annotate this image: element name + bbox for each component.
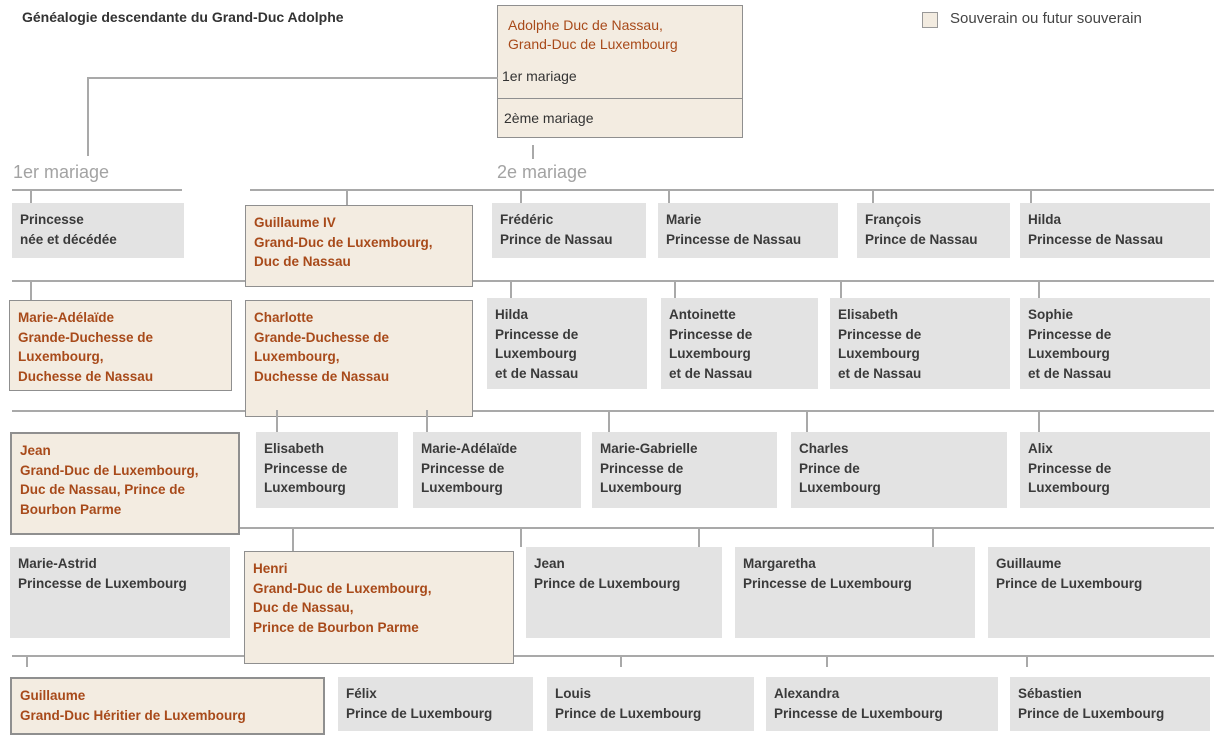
person-box-sovereign: Jean Grand-Duc de Luxembourg, Duc de Nassau, Prince de Bourbon Parme bbox=[10, 432, 240, 535]
tick bbox=[826, 655, 828, 667]
person-box: François Prince de Nassau bbox=[857, 203, 1010, 258]
tick bbox=[608, 410, 610, 432]
person-box: Louis Prince de Luxembourg bbox=[547, 677, 754, 731]
root-separator bbox=[498, 98, 742, 99]
tick bbox=[276, 410, 278, 432]
tick bbox=[872, 189, 874, 203]
second-marriage-label: 2e mariage bbox=[497, 162, 588, 182]
tick bbox=[292, 527, 294, 551]
gen5-line bbox=[12, 655, 1214, 657]
tick bbox=[674, 280, 676, 298]
person-box: Jean Prince de Luxembourg bbox=[526, 547, 722, 638]
person-box: Elisabeth Princesse de Luxembourg bbox=[256, 432, 398, 508]
tick bbox=[520, 527, 522, 547]
person-box: Charles Prince de Luxembourg bbox=[791, 432, 1007, 508]
tick bbox=[510, 280, 512, 298]
chart-title: Généalogie descendante du Grand-Duc Adolphe bbox=[22, 9, 344, 25]
gen1-line-left bbox=[12, 189, 182, 191]
tick bbox=[346, 189, 348, 205]
person-box: Alix Princesse de Luxembourg bbox=[1020, 432, 1210, 508]
gen3-line bbox=[12, 410, 1214, 412]
root-person-adolphe bbox=[497, 5, 743, 138]
root-marriage-1: 1er mariage bbox=[502, 68, 577, 84]
tick bbox=[1026, 655, 1028, 667]
legend-label: Souverain ou futur souverain bbox=[950, 10, 1142, 27]
person-box: Margaretha Princesse de Luxembourg bbox=[735, 547, 975, 638]
root-name: Adolphe Duc de Nassau, Grand-Duc de Luxembourg bbox=[508, 17, 678, 52]
person-box: Antoinette Princesse de Luxembourg et de Nassau bbox=[661, 298, 818, 389]
tick bbox=[932, 527, 934, 547]
tick bbox=[1038, 410, 1040, 432]
person-box-sovereign: Guillaume IV Grand-Duc de Luxembourg, Duc de Nassau bbox=[245, 205, 473, 287]
person-box: Marie Princesse de Nassau bbox=[658, 203, 838, 258]
person-box: Marie-Adélaïde Princesse de Luxembourg bbox=[413, 432, 581, 508]
tick bbox=[1030, 189, 1032, 203]
person-box-sovereign: Henri Grand-Duc de Luxembourg, Duc de Nassau, Prince de Bourbon Parme bbox=[244, 551, 514, 664]
tick bbox=[30, 280, 32, 300]
person-box: Hilda Princesse de Luxembourg et de Nassau bbox=[487, 298, 647, 389]
tick bbox=[620, 655, 622, 667]
root-marriage-2: 2ème mariage bbox=[504, 110, 594, 126]
tick bbox=[520, 189, 522, 203]
gen1-line-right bbox=[250, 189, 1214, 191]
gen2-line bbox=[12, 280, 1214, 282]
legend-swatch bbox=[922, 12, 938, 28]
person-box: Frédéric Prince de Nassau bbox=[492, 203, 646, 258]
person-box: Marie-Astrid Princesse de Luxembourg bbox=[10, 547, 230, 638]
tick bbox=[668, 189, 670, 203]
tick bbox=[30, 189, 32, 203]
tick bbox=[840, 280, 842, 298]
person-box: Félix Prince de Luxembourg bbox=[338, 677, 533, 731]
tick bbox=[426, 410, 428, 432]
person-box-sovereign: Guillaume Grand-Duc Héritier de Luxembourg bbox=[10, 677, 325, 735]
first-marriage-label: 1er mariage bbox=[13, 162, 110, 182]
person-box: Elisabeth Princesse de Luxembourg et de Nassau bbox=[830, 298, 1010, 389]
person-box-sovereign: Charlotte Grande-Duchesse de Luxembourg, Duchesse de Nassau bbox=[245, 300, 473, 417]
tick bbox=[1038, 280, 1040, 298]
connector-first-marriage-v bbox=[87, 77, 89, 156]
tick bbox=[806, 410, 808, 432]
person-box: Guillaume Prince de Luxembourg bbox=[988, 547, 1210, 638]
tick bbox=[698, 527, 700, 547]
person-box: Princesse née et décédée bbox=[12, 203, 184, 258]
connector-second-marriage-v bbox=[532, 145, 534, 159]
tick bbox=[26, 655, 28, 667]
person-box: Alexandra Princesse de Luxembourg bbox=[766, 677, 998, 731]
person-box: Hilda Princesse de Nassau bbox=[1020, 203, 1210, 258]
person-box: Sophie Princesse de Luxembourg et de Nassau bbox=[1020, 298, 1210, 389]
person-box: Sébastien Prince de Luxembourg bbox=[1010, 677, 1210, 731]
person-box-sovereign: Marie-Adélaïde Grande-Duchesse de Luxembourg, Duchesse de Nassau bbox=[9, 300, 232, 391]
connector-first-marriage-h bbox=[88, 77, 498, 79]
person-box: Marie-Gabrielle Princesse de Luxembourg bbox=[592, 432, 777, 508]
